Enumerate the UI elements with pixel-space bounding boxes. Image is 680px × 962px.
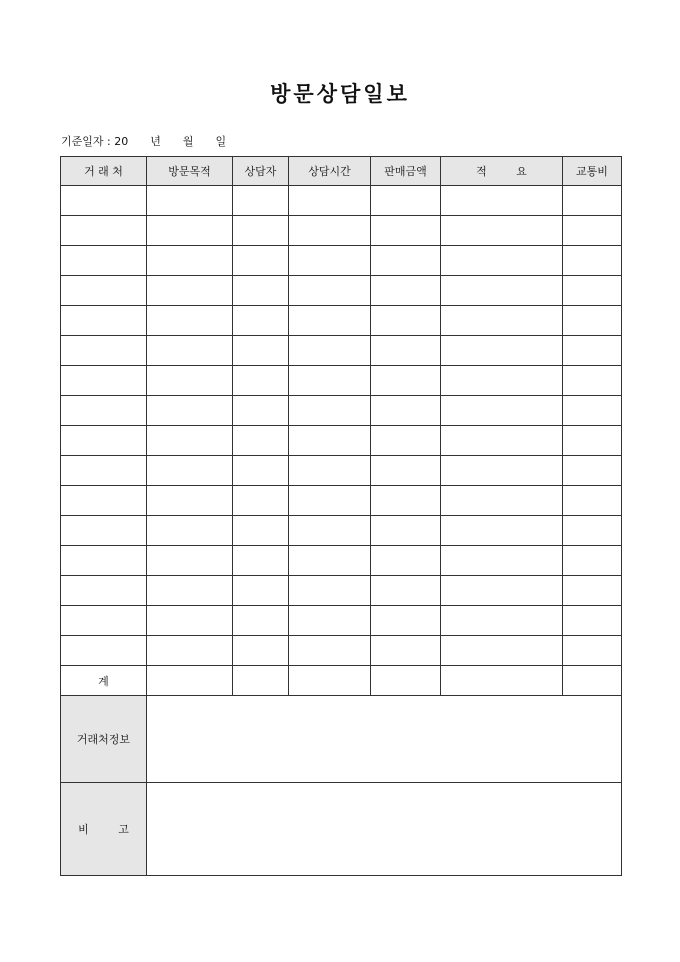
visit-purpose-cell[interactable] xyxy=(147,186,233,216)
summary-cell[interactable] xyxy=(441,336,563,366)
table-row xyxy=(61,426,622,456)
counsel-time-cell[interactable] xyxy=(289,366,371,396)
summary-cell[interactable] xyxy=(441,456,563,486)
counselor-cell[interactable] xyxy=(233,336,289,366)
sales-amount-cell[interactable] xyxy=(371,306,441,336)
visit-report-table xyxy=(60,156,622,876)
transport-cost-cell[interactable] xyxy=(563,216,622,246)
visit-purpose-cell[interactable] xyxy=(147,366,233,396)
reference-date-label: 기준일자 : 20 xyxy=(61,135,129,148)
counsel-time-cell[interactable] xyxy=(289,576,371,606)
remark-row xyxy=(61,783,622,876)
total-sales-amount-cell[interactable] xyxy=(371,666,441,696)
counselor-cell[interactable] xyxy=(233,426,289,456)
sales-amount-cell[interactable] xyxy=(371,456,441,486)
counselor-cell[interactable] xyxy=(233,486,289,516)
transport-cost-cell[interactable] xyxy=(563,246,622,276)
sales-amount-cell[interactable] xyxy=(371,516,441,546)
counsel-time-cell[interactable] xyxy=(289,426,371,456)
total-label: 계 xyxy=(61,666,147,696)
header-transport-cost: 교통비 xyxy=(563,157,622,186)
remark-cell[interactable] xyxy=(147,783,622,876)
summary-cell[interactable] xyxy=(441,216,563,246)
visit-purpose-cell[interactable] xyxy=(147,486,233,516)
sales-amount-cell[interactable] xyxy=(371,246,441,276)
visit-purpose-cell[interactable] xyxy=(147,606,233,636)
header-client: 거 래 처 xyxy=(61,157,147,186)
client-cell[interactable] xyxy=(61,306,147,336)
counselor-cell[interactable] xyxy=(233,576,289,606)
counsel-time-cell[interactable] xyxy=(289,486,371,516)
transport-cost-cell[interactable] xyxy=(563,636,622,666)
sales-amount-cell[interactable] xyxy=(371,576,441,606)
counsel-time-cell[interactable] xyxy=(289,306,371,336)
day-label: 일 xyxy=(215,135,227,148)
reference-date-line xyxy=(61,133,226,149)
counsel-time-cell[interactable] xyxy=(289,456,371,486)
client-cell[interactable] xyxy=(61,486,147,516)
visit-purpose-cell[interactable] xyxy=(147,276,233,306)
sales-amount-cell[interactable] xyxy=(371,276,441,306)
transport-cost-cell[interactable] xyxy=(563,276,622,306)
visit-purpose-cell[interactable] xyxy=(147,336,233,366)
header-row xyxy=(61,157,622,186)
sales-amount-cell[interactable] xyxy=(371,186,441,216)
transport-cost-cell[interactable] xyxy=(563,186,622,216)
header-counsel-time: 상담시간 xyxy=(289,157,371,186)
client-cell[interactable] xyxy=(61,366,147,396)
counselor-cell[interactable] xyxy=(233,396,289,426)
header-visit-purpose: 방문목적 xyxy=(147,157,233,186)
remark-label: 비 고 xyxy=(61,783,147,876)
counsel-time-cell[interactable] xyxy=(289,606,371,636)
counselor-cell[interactable] xyxy=(233,366,289,396)
visit-purpose-cell[interactable] xyxy=(147,396,233,426)
visit-purpose-cell[interactable] xyxy=(147,246,233,276)
sales-amount-cell[interactable] xyxy=(371,546,441,576)
transport-cost-cell[interactable] xyxy=(563,486,622,516)
counsel-time-cell[interactable] xyxy=(289,336,371,366)
summary-cell[interactable] xyxy=(441,606,563,636)
month-label: 월 xyxy=(182,135,194,148)
counsel-time-cell[interactable] xyxy=(289,636,371,666)
summary-cell[interactable] xyxy=(441,186,563,216)
summary-cell[interactable] xyxy=(441,426,563,456)
client-info-cell[interactable] xyxy=(147,696,622,783)
counselor-cell[interactable] xyxy=(233,546,289,576)
table-row xyxy=(61,306,622,336)
sales-amount-cell[interactable] xyxy=(371,606,441,636)
counselor-cell[interactable] xyxy=(233,516,289,546)
counselor-cell[interactable] xyxy=(233,186,289,216)
summary-cell[interactable] xyxy=(441,546,563,576)
client-cell[interactable] xyxy=(61,516,147,546)
summary-cell[interactable] xyxy=(441,246,563,276)
year-label: 년 xyxy=(150,135,161,148)
client-cell[interactable] xyxy=(61,336,147,366)
table-row xyxy=(61,216,622,246)
transport-cost-cell[interactable] xyxy=(563,306,622,336)
counselor-cell[interactable] xyxy=(233,306,289,336)
transport-cost-cell[interactable] xyxy=(563,456,622,486)
counselor-cell[interactable] xyxy=(233,636,289,666)
table-row xyxy=(61,396,622,426)
client-cell[interactable] xyxy=(61,546,147,576)
total-summary-cell[interactable] xyxy=(441,666,563,696)
client-cell[interactable] xyxy=(61,456,147,486)
total-visit-purpose-cell[interactable] xyxy=(147,666,233,696)
transport-cost-cell[interactable] xyxy=(563,366,622,396)
table-row xyxy=(61,186,622,216)
counselor-cell[interactable] xyxy=(233,216,289,246)
total-counsel-time-cell[interactable] xyxy=(289,666,371,696)
table-row xyxy=(61,276,622,306)
transport-cost-cell[interactable] xyxy=(563,516,622,546)
transport-cost-cell[interactable] xyxy=(563,396,622,426)
transport-cost-cell[interactable] xyxy=(563,336,622,366)
counselor-cell[interactable] xyxy=(233,606,289,636)
summary-cell[interactable] xyxy=(441,516,563,546)
visit-purpose-cell[interactable] xyxy=(147,306,233,336)
counsel-time-cell[interactable] xyxy=(289,546,371,576)
table-row xyxy=(61,246,622,276)
client-cell[interactable] xyxy=(61,576,147,606)
transport-cost-cell[interactable] xyxy=(563,426,622,456)
counsel-time-cell[interactable] xyxy=(289,396,371,426)
sales-amount-cell[interactable] xyxy=(371,336,441,366)
counsel-time-cell[interactable] xyxy=(289,216,371,246)
total-transport-cost-cell[interactable] xyxy=(563,666,622,696)
client-cell[interactable] xyxy=(61,216,147,246)
summary-cell[interactable] xyxy=(441,396,563,426)
client-cell[interactable] xyxy=(61,606,147,636)
header-sales-amount: 판매금액 xyxy=(371,157,441,186)
client-cell[interactable] xyxy=(61,396,147,426)
table-row xyxy=(61,516,622,546)
sales-amount-cell[interactable] xyxy=(371,216,441,246)
visit-purpose-cell[interactable] xyxy=(147,576,233,606)
visit-purpose-cell[interactable] xyxy=(147,636,233,666)
summary-cell[interactable] xyxy=(441,276,563,306)
transport-cost-cell[interactable] xyxy=(563,546,622,576)
summary-cell[interactable] xyxy=(441,306,563,336)
counselor-cell[interactable] xyxy=(233,276,289,306)
counsel-time-cell[interactable] xyxy=(289,276,371,306)
header-summary: 적 요 xyxy=(441,157,563,186)
summary-cell[interactable] xyxy=(441,366,563,396)
counsel-time-cell[interactable] xyxy=(289,186,371,216)
table-row xyxy=(61,456,622,486)
table-row xyxy=(61,546,622,576)
counselor-cell[interactable] xyxy=(233,246,289,276)
sales-amount-cell[interactable] xyxy=(371,396,441,426)
client-cell[interactable] xyxy=(61,246,147,276)
transport-cost-cell[interactable] xyxy=(563,606,622,636)
counsel-time-cell[interactable] xyxy=(289,516,371,546)
page-title: 방문상담일보 xyxy=(270,81,410,106)
visit-purpose-cell[interactable] xyxy=(147,516,233,546)
visit-purpose-cell[interactable] xyxy=(147,426,233,456)
sales-amount-cell[interactable] xyxy=(371,366,441,396)
sales-amount-cell[interactable] xyxy=(371,486,441,516)
client-info-label: 거래처정보 xyxy=(61,696,147,783)
transport-cost-cell[interactable] xyxy=(563,576,622,606)
summary-cell[interactable] xyxy=(441,636,563,666)
client-cell[interactable] xyxy=(61,636,147,666)
client-info-row xyxy=(61,696,622,783)
table-row xyxy=(61,576,622,606)
client-cell[interactable] xyxy=(61,426,147,456)
client-cell[interactable] xyxy=(61,276,147,306)
table-row xyxy=(61,606,622,636)
visit-purpose-cell[interactable] xyxy=(147,456,233,486)
sales-amount-cell[interactable] xyxy=(371,426,441,456)
summary-cell[interactable] xyxy=(441,576,563,606)
summary-cell[interactable] xyxy=(441,486,563,516)
counselor-cell[interactable] xyxy=(233,456,289,486)
counsel-time-cell[interactable] xyxy=(289,246,371,276)
header-counselor: 상담자 xyxy=(233,157,289,186)
total-counselor-cell[interactable] xyxy=(233,666,289,696)
sales-amount-cell[interactable] xyxy=(371,636,441,666)
visit-purpose-cell[interactable] xyxy=(147,546,233,576)
total-row xyxy=(61,666,622,696)
table-row xyxy=(61,486,622,516)
client-cell[interactable] xyxy=(61,186,147,216)
table-row xyxy=(61,336,622,366)
table-row xyxy=(61,636,622,666)
visit-purpose-cell[interactable] xyxy=(147,216,233,246)
table-row xyxy=(61,366,622,396)
